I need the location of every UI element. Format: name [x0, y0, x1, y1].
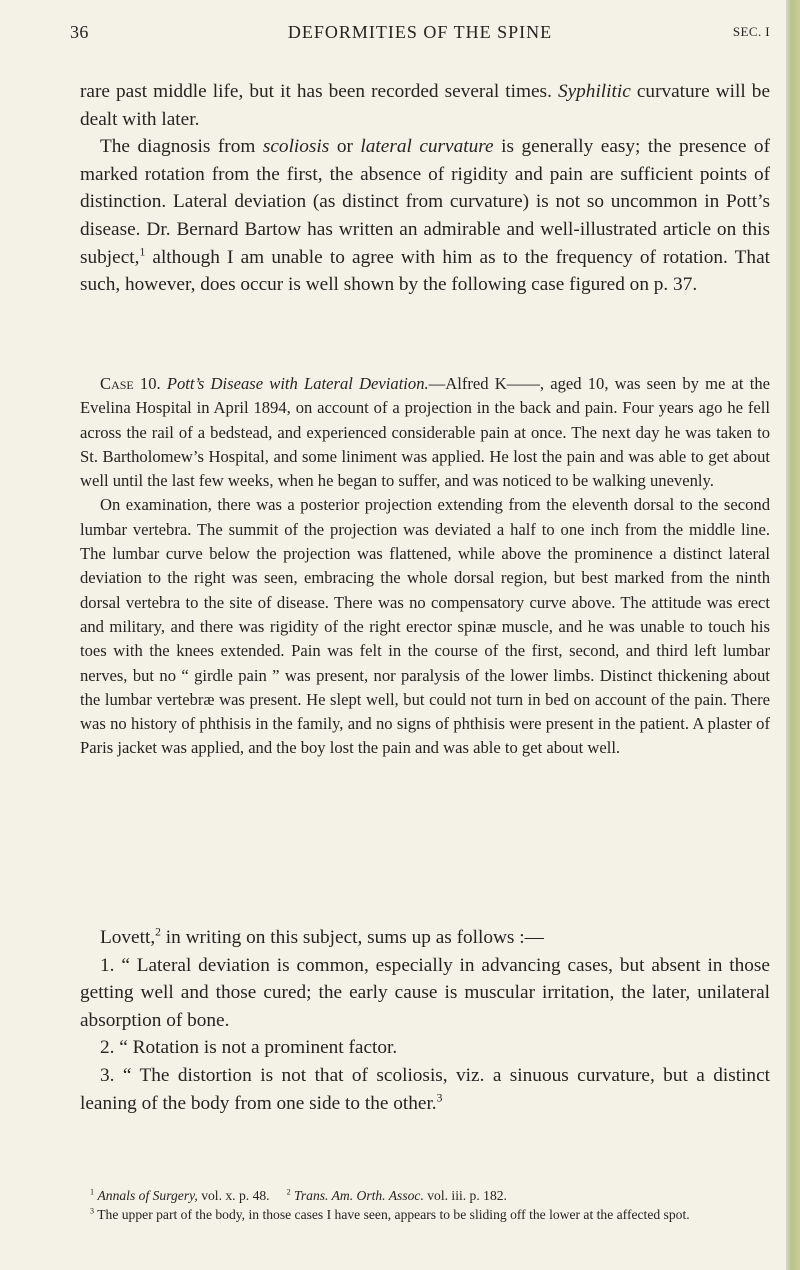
case-title: Pott’s Disease with Lateral Deviation.	[166, 374, 429, 393]
lovett-item-2: 2. “ Rotation is not a prominent factor.	[100, 1037, 398, 1059]
footnote-ref-1: 1	[139, 245, 146, 259]
footnote-3: $^3$ The upper part of the body, in those cases I have seen, appears to be sliding off the lower at the affected spot.	[90, 1206, 690, 1222]
running-title: DEFORMITIES OF THE SPINE	[287, 22, 553, 42]
case-paragraph-history: Case 10. Pott’s Disease with Lateral Deviation.—Alfred K——, aged 10, was seen by me at the Evelina Hospital in April 1894, on account of a projection in the back and pain. Four years ago he fell across the rail of a bedstead, and experienced considerable pain at once. The next day he was taken to St. Bartholomew’s Hospital, and some liniment was applied. He lost the pain and was able to get about well until the last few weeks, when he began to suffer, and was noticed to be walking unevenly.	[80, 374, 770, 491]
emphasis-lateral-curvature: lateral curvature	[360, 136, 494, 158]
case-report	[80, 372, 770, 761]
lovett-intro: Lovett,$^2$ in writing on this subject, sums up as follows :—	[100, 925, 544, 948]
emphasis-syphilitic: Syphilitic	[557, 81, 631, 102]
page-number: 36	[70, 22, 89, 42]
case-paragraph-examination: On examination, there was a posterior projection extending from the eleventh dorsal to the second lumbar vertebra. The summit of the projection was deviated a half to one inch from the middle line. The lumbar curve below the projection was flattened, while above the prominence a distinct lateral deviation to the right was seen, embracing the whole dorsal region, but best marked from the ninth dorsal vertebra to the site of disease. There was no compensatory curve above. The attitude was erect and military, and there was rigidity of the right erector spinæ muscle, and he was unable to touch his toes with the knees extended. Pain was felt in the course of the first, second, and third left lumbar nerves, but no “ girdle pain ” was present, nor paralysis of the lower limbs. Distinct thickening about the lumbar vertebræ was present. He slept well, but could not turn in bed on account of the pain. There was no history of phthisis in the family, and no signs of phthisis were present in the patient. A plaster of Paris jacket was applied, and the boy lost the pain and was able to get about well.	[80, 495, 770, 758]
footnote-1-2: $^1$ Annals of Surgery, vol. x. p. 48. $^2$ Trans. Am. Orth. Assoc. vol. iii. p. 182.	[90, 1187, 507, 1203]
footnote-ref-2: 2	[155, 925, 161, 939]
running-header	[70, 14, 770, 44]
lovett-summary	[80, 924, 770, 1117]
page-edge	[786, 0, 800, 1270]
intro-text	[80, 78, 770, 299]
section-label: SEC. I	[732, 24, 770, 39]
emphasis-scoliosis: scoliosis	[262, 136, 330, 158]
case-label: Case 10.	[100, 374, 161, 393]
lovett-item-3: 3. “ The distortion is not that of scoliosis, viz. a sinuous curvature, but a distinct leaning of the body from one side to the other.$^3$	[80, 1064, 770, 1114]
lovett-item-1: 1. “ Lateral deviation is common, especially in advancing cases, but absent in those getting well and those cured; the early cause is muscular irritation, the later, unilateral absorption of bone.	[80, 954, 770, 1031]
paragraph-diagnosis: The diagnosis from scoliosis or lateral curvature is generally easy; the presence of marked rotation from the first, the absence of rigidity and pain are sufficient points of distinction. Lateral deviation (as distinct from curvature) is not so uncommon in Pott’s disease. Dr. Bernard Bartow has written an admirable and well-illustrated article on this subject,$^1$ although I am unable to agree with him as to the frequency of rotation. That such, however, does occur is well shown by the following case figured on p. 37.	[80, 136, 770, 296]
paragraph-continuation: rare past middle life, but it has been recorded several times. Syphilitic curvature will be dealt with later.	[80, 81, 771, 130]
footnotes	[80, 1186, 770, 1224]
footnote-ref-3: 3	[436, 1091, 443, 1105]
